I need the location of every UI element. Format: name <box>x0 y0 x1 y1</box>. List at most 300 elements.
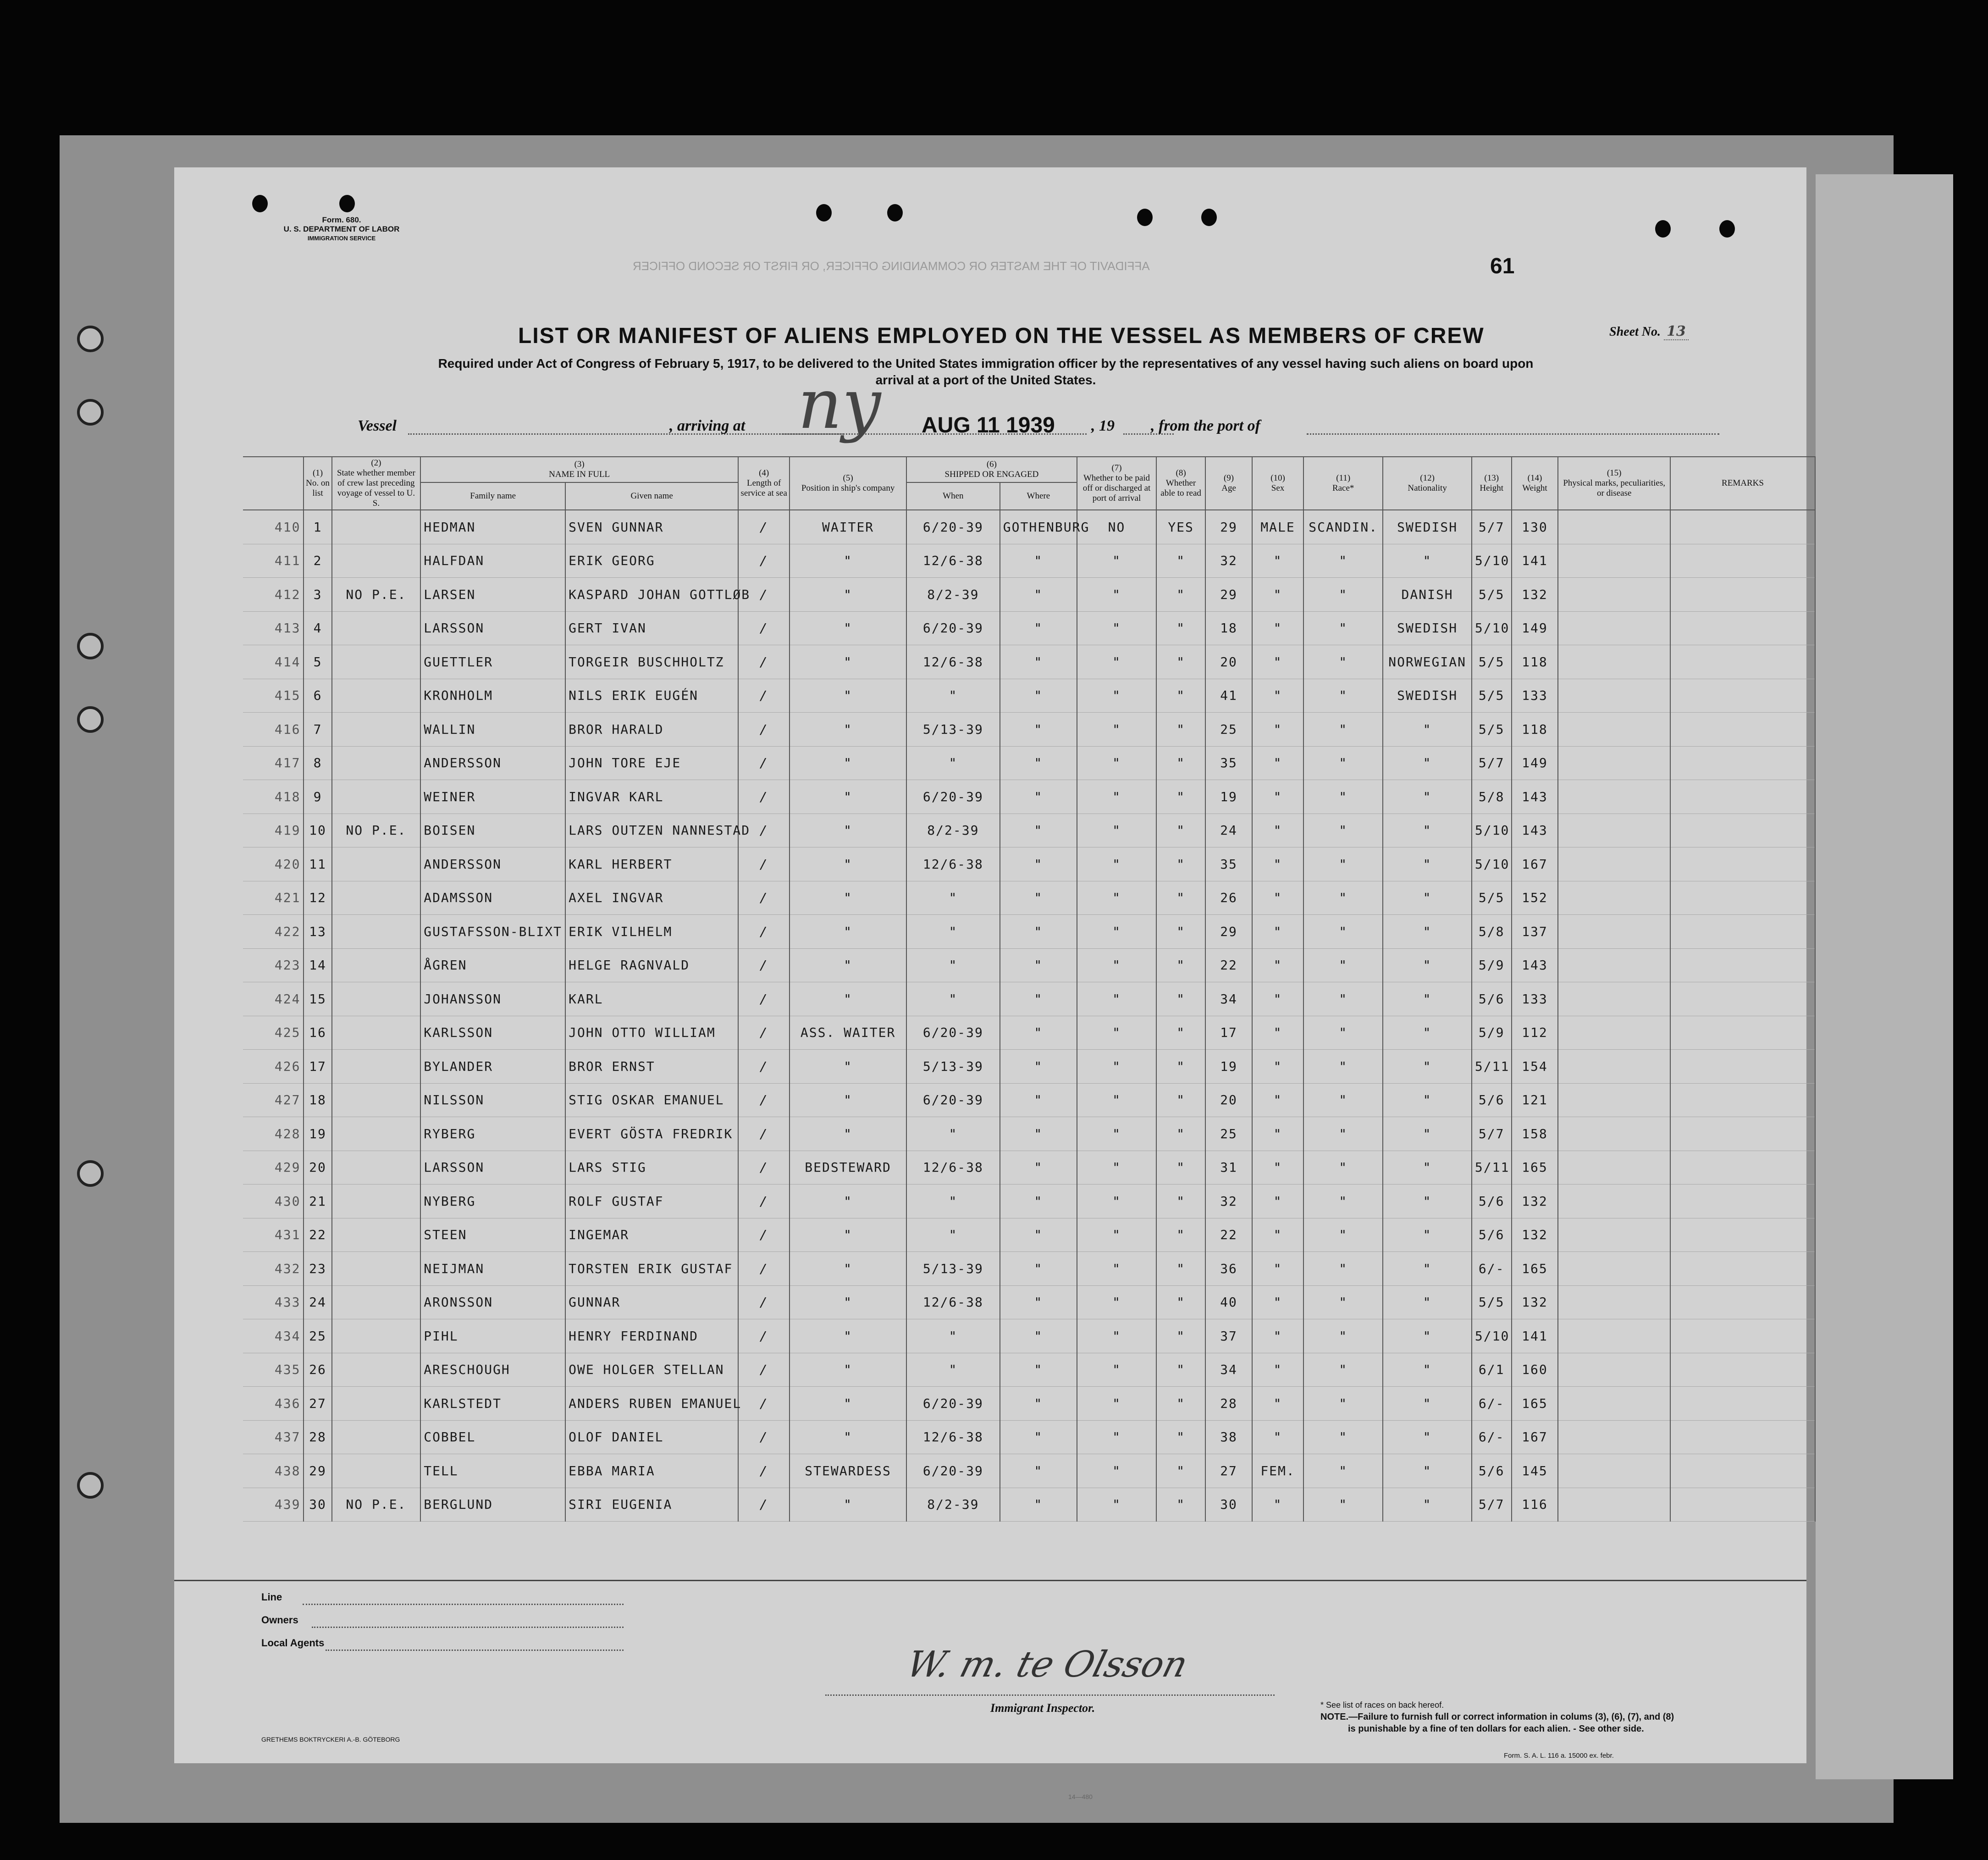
race: " <box>1303 645 1383 679</box>
physical-marks <box>1558 544 1670 578</box>
able-to-read: " <box>1156 847 1205 881</box>
previous-voyage: NO P.E. <box>332 1488 421 1522</box>
list-number: 6 <box>304 679 331 713</box>
shipped-when: " <box>906 1353 1000 1387</box>
remarks <box>1670 1319 1815 1353</box>
length-of-service: / <box>738 713 790 747</box>
col-nationality: (12) Nationality <box>1383 457 1472 510</box>
weight: 158 <box>1512 1117 1558 1151</box>
shipped-when: " <box>906 679 1000 713</box>
previous-voyage <box>332 1151 421 1185</box>
paid-off: " <box>1077 847 1156 881</box>
col-name-in-full: (3) NAME IN FULL <box>420 457 738 482</box>
list-number: 25 <box>304 1319 331 1353</box>
nationality: " <box>1383 1420 1472 1454</box>
age: 19 <box>1205 1050 1252 1084</box>
previous-voyage <box>332 544 421 578</box>
shipped-when: " <box>906 1117 1000 1151</box>
family-name: COBBEL <box>420 1420 565 1454</box>
weight: 167 <box>1512 1420 1558 1454</box>
height: 5/8 <box>1472 780 1512 814</box>
bleed-through-text: AFFIDAVIT OF THE MASTER OR COMMANDING OFFICER, OR FIRST OR SECOND OFFICER <box>633 259 1150 273</box>
able-to-read: " <box>1156 1420 1205 1454</box>
able-to-read: " <box>1156 1387 1205 1421</box>
previous-voyage <box>332 679 421 713</box>
age: 30 <box>1205 1488 1252 1522</box>
able-to-read: " <box>1156 814 1205 847</box>
shipped-where: " <box>1000 1117 1077 1151</box>
given-name: JOHN OTTO WILLIAM <box>565 1016 738 1050</box>
manifest-sheet <box>174 167 1806 1763</box>
previous-voyage: NO P.E. <box>332 814 421 847</box>
shipped-when: " <box>906 746 1000 780</box>
list-number: 8 <box>304 746 331 780</box>
family-name: ÅGREN <box>420 948 565 982</box>
age: 29 <box>1205 915 1252 949</box>
previous-voyage <box>332 746 421 780</box>
list-number: 14 <box>304 948 331 982</box>
sex: " <box>1252 982 1303 1016</box>
family-name: GUSTAFSSON-BLIXT <box>420 915 565 949</box>
age: 40 <box>1205 1285 1252 1319</box>
race: " <box>1303 578 1383 612</box>
race: " <box>1303 948 1383 982</box>
crew-row <box>243 948 1815 982</box>
shipped-where: " <box>1000 1353 1077 1387</box>
length-of-service: / <box>738 1488 790 1522</box>
nationality: " <box>1383 1151 1472 1185</box>
race: " <box>1303 1319 1383 1353</box>
given-name: ROLF GUSTAF <box>565 1185 738 1218</box>
nationality: " <box>1383 1319 1472 1353</box>
given-name: KASPARD JOHAN GOTTLØB <box>565 578 738 612</box>
race: " <box>1303 881 1383 915</box>
weight: 152 <box>1512 881 1558 915</box>
line-ref-number: 410 <box>243 510 304 544</box>
line-ref-number: 422 <box>243 915 304 949</box>
nationality: " <box>1383 881 1472 915</box>
paid-off: " <box>1077 1050 1156 1084</box>
able-to-read: " <box>1156 1285 1205 1319</box>
paid-off: " <box>1077 1185 1156 1218</box>
physical-marks <box>1558 881 1670 915</box>
shipped-where: " <box>1000 1218 1077 1252</box>
able-to-read: " <box>1156 1488 1205 1522</box>
family-name: PIHL <box>420 1319 565 1353</box>
shipped-where: " <box>1000 1151 1077 1185</box>
race: " <box>1303 1151 1383 1185</box>
remarks <box>1670 1218 1815 1252</box>
length-of-service: / <box>738 1016 790 1050</box>
shipped-when: " <box>906 1185 1000 1218</box>
col-able-to-read: (8) Whether able to read <box>1156 457 1205 510</box>
family-name: GUETTLER <box>420 645 565 679</box>
shipped-where: " <box>1000 814 1077 847</box>
age: 35 <box>1205 847 1252 881</box>
previous-voyage <box>332 847 421 881</box>
arriving-label: , arriving at <box>669 417 746 434</box>
length-of-service: / <box>738 847 790 881</box>
able-to-read: " <box>1156 713 1205 747</box>
length-of-service: / <box>738 814 790 847</box>
sheet-number: 13 <box>1664 323 1689 340</box>
length-of-service: / <box>738 780 790 814</box>
height: 5/8 <box>1472 915 1512 949</box>
col-sex: (10) Sex <box>1252 457 1303 510</box>
line-ref-number: 412 <box>243 578 304 612</box>
paid-off: " <box>1077 1285 1156 1319</box>
family-name: ARESCHOUGH <box>420 1353 565 1387</box>
given-name: INGVAR KARL <box>565 780 738 814</box>
able-to-read: " <box>1156 1454 1205 1488</box>
remarks <box>1670 1050 1815 1084</box>
given-name: ANDERS RUBEN EMANUEL <box>565 1387 738 1421</box>
binder-ring-icon <box>77 1472 104 1499</box>
length-of-service: / <box>738 982 790 1016</box>
nationality: " <box>1383 1050 1472 1084</box>
bottom-code: 14—480 <box>1068 1793 1093 1800</box>
given-name: LARS STIG <box>565 1151 738 1185</box>
race: " <box>1303 746 1383 780</box>
age: 19 <box>1205 780 1252 814</box>
race: " <box>1303 1050 1383 1084</box>
punch-hole-icon <box>1655 220 1671 238</box>
previous-voyage <box>332 645 421 679</box>
shipped-where: " <box>1000 982 1077 1016</box>
age: 24 <box>1205 814 1252 847</box>
given-name: BROR ERNST <box>565 1050 738 1084</box>
family-name: ADAMSSON <box>420 881 565 915</box>
previous-voyage <box>332 1319 421 1353</box>
given-name: TORGEIR BUSCHHOLTZ <box>565 645 738 679</box>
punch-hole-icon <box>252 195 268 212</box>
vessel-field[interactable] <box>408 433 844 435</box>
age: 25 <box>1205 713 1252 747</box>
crew-row <box>243 1252 1815 1286</box>
list-number: 27 <box>304 1387 331 1421</box>
list-number: 16 <box>304 1016 331 1050</box>
crew-row <box>243 679 1815 713</box>
height: 5/5 <box>1472 679 1512 713</box>
age: 35 <box>1205 746 1252 780</box>
height: 5/10 <box>1472 847 1512 881</box>
remarks <box>1670 1083 1815 1117</box>
col-age: (9) Age <box>1205 457 1252 510</box>
age: 29 <box>1205 510 1252 544</box>
nationality: SWEDISH <box>1383 679 1472 713</box>
crew-row <box>243 982 1815 1016</box>
shipped-when: 6/20-39 <box>906 611 1000 645</box>
line-ref-number: 433 <box>243 1285 304 1319</box>
col-weight: (14) Weight <box>1512 457 1558 510</box>
length-of-service: / <box>738 1117 790 1151</box>
sex: " <box>1252 1285 1303 1319</box>
list-number: 26 <box>304 1353 331 1387</box>
paid-off: " <box>1077 1353 1156 1387</box>
remarks <box>1670 1488 1815 1522</box>
paid-off: " <box>1077 679 1156 713</box>
paid-off: " <box>1077 780 1156 814</box>
shipped-where: " <box>1000 1387 1077 1421</box>
previous-voyage <box>332 1117 421 1151</box>
given-name: BROR HARALD <box>565 713 738 747</box>
sex: " <box>1252 1151 1303 1185</box>
nationality: " <box>1383 1387 1472 1421</box>
nationality: " <box>1383 544 1472 578</box>
footnote-note: NOTE.—Failure to furnish full or correct information in colums (3), (6), (7), and (8) <box>1320 1712 1674 1722</box>
physical-marks <box>1558 746 1670 780</box>
weight: 112 <box>1512 1016 1558 1050</box>
nationality: " <box>1383 1454 1472 1488</box>
crew-row <box>243 746 1815 780</box>
family-name: WEINER <box>420 780 565 814</box>
shipped-when: 6/20-39 <box>906 510 1000 544</box>
length-of-service: / <box>738 510 790 544</box>
col-line-ref <box>243 457 304 510</box>
physical-marks <box>1558 814 1670 847</box>
punch-hole-icon <box>1719 220 1735 238</box>
shipped-when: 6/20-39 <box>906 1083 1000 1117</box>
sex: " <box>1252 1420 1303 1454</box>
able-to-read: " <box>1156 1252 1205 1286</box>
list-number: 29 <box>304 1454 331 1488</box>
race: " <box>1303 1083 1383 1117</box>
line-ref-number: 415 <box>243 679 304 713</box>
previous-voyage <box>332 1454 421 1488</box>
line-ref-number: 437 <box>243 1420 304 1454</box>
position: " <box>790 982 906 1016</box>
nationality: " <box>1383 1218 1472 1252</box>
list-number: 12 <box>304 881 331 915</box>
printer-imprint: GRETHEMS BOKTRYCKERI A.-B. GÖTEBORG <box>261 1736 400 1743</box>
family-name: KRONHOLM <box>420 679 565 713</box>
shipped-when: 5/13-39 <box>906 713 1000 747</box>
given-name: HENRY FERDINAND <box>565 1319 738 1353</box>
given-name: ERIK GEORG <box>565 544 738 578</box>
family-name: KARLSSON <box>420 1016 565 1050</box>
weight: 160 <box>1512 1353 1558 1387</box>
age: 18 <box>1205 611 1252 645</box>
nationality: " <box>1383 713 1472 747</box>
weight: 165 <box>1512 1151 1558 1185</box>
able-to-read: " <box>1156 915 1205 949</box>
sex: " <box>1252 814 1303 847</box>
line-ref-number: 438 <box>243 1454 304 1488</box>
age: 32 <box>1205 544 1252 578</box>
paid-off: " <box>1077 611 1156 645</box>
line-ref-number: 419 <box>243 814 304 847</box>
shipped-when: 12/6-38 <box>906 645 1000 679</box>
age: 37 <box>1205 1319 1252 1353</box>
length-of-service: / <box>738 1083 790 1117</box>
previous-voyage <box>332 1420 421 1454</box>
nationality: " <box>1383 814 1472 847</box>
previous-voyage <box>332 881 421 915</box>
header-row-1 <box>243 457 1815 482</box>
weight: 165 <box>1512 1252 1558 1286</box>
position: ASS. WAITER <box>790 1016 906 1050</box>
length-of-service: / <box>738 1420 790 1454</box>
subtitle-line-1: Required under Act of Congress of February 5, 1917, to be delivered to the United States immigration officer by the representatives of any vessel having such aliens on board upon <box>438 356 1534 371</box>
arrival-date-stamp: AUG 11 1939 <box>922 413 1055 437</box>
list-number: 15 <box>304 982 331 1016</box>
length-of-service: / <box>738 1185 790 1218</box>
remarks <box>1670 510 1815 544</box>
race: " <box>1303 1420 1383 1454</box>
paid-off: " <box>1077 578 1156 612</box>
sex: " <box>1252 881 1303 915</box>
position: BEDSTEWARD <box>790 1151 906 1185</box>
given-name: GUNNAR <box>565 1285 738 1319</box>
position: " <box>790 1185 906 1218</box>
remarks <box>1670 578 1815 612</box>
shipped-when: 6/20-39 <box>906 1016 1000 1050</box>
remarks <box>1670 1454 1815 1488</box>
crew-row <box>243 881 1815 915</box>
able-to-read: YES <box>1156 510 1205 544</box>
punch-hole-icon <box>339 195 355 212</box>
physical-marks <box>1558 1218 1670 1252</box>
col-race: (11) Race* <box>1303 457 1383 510</box>
col-height: (13) Height <box>1472 457 1512 510</box>
previous-voyage <box>332 1050 421 1084</box>
physical-marks <box>1558 1488 1670 1522</box>
shipped-when: 12/6-38 <box>906 1285 1000 1319</box>
nationality: SWEDISH <box>1383 510 1472 544</box>
previous-voyage <box>332 1285 421 1319</box>
sex: " <box>1252 1488 1303 1522</box>
list-number: 19 <box>304 1117 331 1151</box>
physical-marks <box>1558 578 1670 612</box>
paid-off: " <box>1077 645 1156 679</box>
col-remarks: REMARKS <box>1670 457 1815 510</box>
line-ref-number: 429 <box>243 1151 304 1185</box>
physical-marks <box>1558 1387 1670 1421</box>
from-port-field[interactable] <box>1307 433 1719 435</box>
nationality: " <box>1383 1252 1472 1286</box>
paid-off: " <box>1077 746 1156 780</box>
position: " <box>790 611 906 645</box>
sex: " <box>1252 780 1303 814</box>
weight: 133 <box>1512 982 1558 1016</box>
line-field[interactable] <box>303 1604 624 1605</box>
shipped-where: " <box>1000 915 1077 949</box>
previous-voyage <box>332 510 421 544</box>
line-ref-number: 411 <box>243 544 304 578</box>
owners-field[interactable] <box>312 1627 624 1628</box>
paid-off: " <box>1077 814 1156 847</box>
remarks <box>1670 645 1815 679</box>
sex: " <box>1252 578 1303 612</box>
weight: 130 <box>1512 510 1558 544</box>
nationality: " <box>1383 1083 1472 1117</box>
physical-marks <box>1558 1050 1670 1084</box>
crew-row <box>243 1016 1815 1050</box>
local-agents-field[interactable] <box>326 1650 624 1651</box>
able-to-read: " <box>1156 1185 1205 1218</box>
physical-marks <box>1558 780 1670 814</box>
shipped-where: " <box>1000 713 1077 747</box>
physical-marks <box>1558 645 1670 679</box>
length-of-service: / <box>738 1454 790 1488</box>
length-of-service: / <box>738 1319 790 1353</box>
position: " <box>790 1050 906 1084</box>
race: " <box>1303 1353 1383 1387</box>
weight: 118 <box>1512 645 1558 679</box>
paid-off: NO <box>1077 510 1156 544</box>
col-no-on-list: (1) No. on list <box>304 457 331 510</box>
sex: " <box>1252 1050 1303 1084</box>
given-name: STIG OSKAR EMANUEL <box>565 1083 738 1117</box>
list-number: 23 <box>304 1252 331 1286</box>
shipped-when: 6/20-39 <box>906 780 1000 814</box>
position: " <box>790 544 906 578</box>
shipped-where: " <box>1000 1050 1077 1084</box>
remarks <box>1670 713 1815 747</box>
height: 5/6 <box>1472 1185 1512 1218</box>
weight: 137 <box>1512 915 1558 949</box>
punch-hole-icon <box>816 204 832 221</box>
crew-row <box>243 1185 1815 1218</box>
previous-voyage <box>332 1083 421 1117</box>
able-to-read: " <box>1156 780 1205 814</box>
shipped-when: 5/13-39 <box>906 1252 1000 1286</box>
local-agents-label: Local Agents <box>261 1637 325 1649</box>
paid-off: " <box>1077 1117 1156 1151</box>
height: 5/5 <box>1472 645 1512 679</box>
sex: " <box>1252 915 1303 949</box>
remarks <box>1670 948 1815 982</box>
position: WAITER <box>790 510 906 544</box>
age: 25 <box>1205 1117 1252 1151</box>
crew-row <box>243 1050 1815 1084</box>
position: " <box>790 1252 906 1286</box>
physical-marks <box>1558 982 1670 1016</box>
physical-marks <box>1558 1353 1670 1387</box>
shipped-where: " <box>1000 1185 1077 1218</box>
page-number: 61 <box>1490 254 1515 278</box>
footnote-fine: is punishable by a fine of ten dollars for each alien. - See other side. <box>1348 1724 1644 1734</box>
race: " <box>1303 1218 1383 1252</box>
footnotes <box>1320 1699 1674 1735</box>
list-number: 1 <box>304 510 331 544</box>
able-to-read: " <box>1156 1151 1205 1185</box>
length-of-service: / <box>738 915 790 949</box>
remarks <box>1670 881 1815 915</box>
paid-off: " <box>1077 1488 1156 1522</box>
position: " <box>790 1353 906 1387</box>
family-name: BYLANDER <box>420 1050 565 1084</box>
shipped-where: " <box>1000 881 1077 915</box>
length-of-service: / <box>738 578 790 612</box>
paid-off: " <box>1077 1319 1156 1353</box>
remarks <box>1670 544 1815 578</box>
weight: 143 <box>1512 814 1558 847</box>
family-name: BOISEN <box>420 814 565 847</box>
length-of-service: / <box>738 611 790 645</box>
nationality: NORWEGIAN <box>1383 645 1472 679</box>
race: " <box>1303 1285 1383 1319</box>
nationality: " <box>1383 915 1472 949</box>
crew-row <box>243 1454 1815 1488</box>
race: " <box>1303 1454 1383 1488</box>
length-of-service: / <box>738 679 790 713</box>
nationality: " <box>1383 948 1472 982</box>
paid-off: " <box>1077 1151 1156 1185</box>
physical-marks <box>1558 679 1670 713</box>
nationality: DANISH <box>1383 578 1472 612</box>
able-to-read: " <box>1156 982 1205 1016</box>
